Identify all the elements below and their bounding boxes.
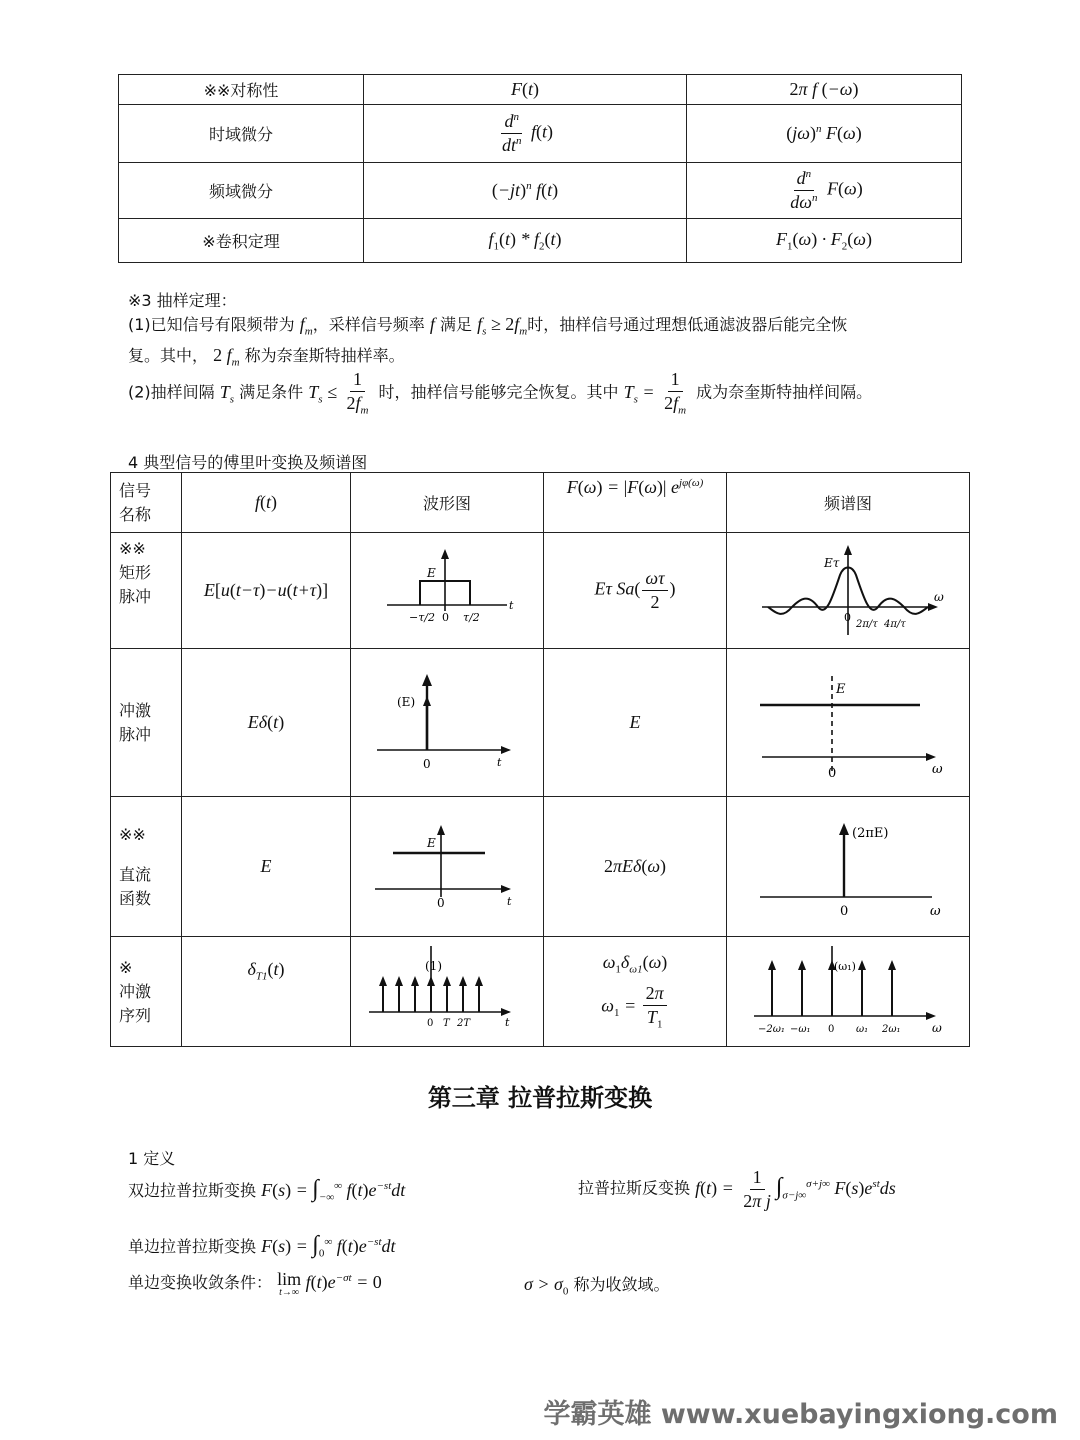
name-line: 序列: [119, 1005, 152, 1025]
axis-arrow: [928, 603, 938, 611]
time-expression: Eδ(t): [182, 649, 351, 797]
axis-label-w: ω: [932, 761, 943, 777]
name-line: 脉冲: [119, 724, 152, 744]
axis-label-w: ω: [932, 1020, 942, 1035]
formula: $F_1(\omega) \cdot F_2(\omega)$: [687, 219, 962, 263]
table-header-row: [111, 473, 970, 533]
header-text: 信号: [119, 480, 152, 500]
text: 称为奈奎斯特抽样率。: [244, 346, 405, 365]
axis-label-w: ω: [930, 903, 941, 919]
name-line: 矩形: [119, 563, 152, 582]
table-row: [111, 649, 970, 797]
time-expression: E: [182, 797, 351, 937]
header-fw: F(ω) = |F(ω)| $e^{j\varphi(\omega)}$: [544, 473, 727, 533]
axis-arrow: [501, 746, 511, 754]
axis-arrow: [926, 753, 936, 761]
table-row: [111, 937, 970, 1047]
formula: $f_1(t) * f_2(t)$: [364, 219, 687, 263]
origin-label: 0: [840, 903, 849, 919]
formula: $F(s) = \int_0^\infty$ $f(t)e^{-st}dt$: [261, 1232, 396, 1260]
name-line: 直流: [119, 864, 152, 884]
axis-arrow: [501, 885, 511, 893]
freq-expression: E: [544, 649, 727, 797]
row-label: 频域微分: [119, 163, 364, 219]
origin-label: 0: [828, 765, 837, 781]
sampling-paragraph-2: [128, 370, 872, 417]
tick-label: −2ω₁: [758, 1023, 785, 1035]
table-row: [119, 163, 962, 219]
signals-table: [110, 472, 970, 1047]
axis-arrow: [437, 825, 445, 835]
impulses: [772, 968, 892, 1016]
text: 称为收敛域。: [573, 1275, 670, 1294]
text: 时，抽样信号通过理想低通滤波器后能完全恢: [527, 315, 848, 334]
impulse-arrows: [379, 976, 483, 986]
spectrum-cell: [727, 937, 970, 1047]
formula: $(j\omega)^n$ F(ω): [687, 105, 962, 163]
header-spectrum: 频谱图: [727, 473, 970, 533]
text: 成为奈奎斯特抽样间隔。: [696, 382, 873, 402]
signals-heading: 4 典型信号的傅里叶变换及频谱图: [128, 453, 368, 472]
tick-label: −ω₁: [790, 1023, 811, 1035]
tick-label: ω₁: [856, 1023, 869, 1035]
amp-label: (E): [397, 694, 416, 709]
signal-name: [111, 649, 182, 797]
table-row: [119, 219, 962, 263]
row-label: ※※对称性: [119, 75, 364, 105]
origin-label: 0: [844, 610, 851, 624]
tick-label: −τ/2: [409, 610, 436, 624]
formula: $\frac{d^n}{dt^n}$ f(t): [364, 105, 687, 163]
tick-label: τ/2: [463, 610, 480, 624]
freq-expression: 2πEδ(ω): [544, 797, 727, 937]
row-label: 时域微分: [119, 105, 364, 163]
site-watermark: 学霸英雄 www.xuebayingxiong.com: [543, 1399, 1058, 1430]
formula: $f_m$: [299, 314, 313, 338]
sampling-paragraph-1b: [128, 343, 405, 369]
text: 满足条件: [239, 382, 304, 402]
header-name: [111, 473, 182, 533]
header-ft: f(t): [182, 473, 351, 533]
axis-label-t: t: [505, 1015, 510, 1029]
amp-label: (ω₁): [834, 959, 856, 973]
origin-label: 0: [437, 895, 445, 910]
mark: ※※: [119, 824, 146, 844]
impulse-arrow: [423, 696, 431, 706]
mark: ※※: [119, 539, 146, 558]
spectrum-cell: [727, 533, 970, 649]
waveform-cell: [351, 797, 544, 937]
tick-label: T: [443, 1017, 450, 1029]
spectrum-cell: [727, 649, 970, 797]
text: 双边拉普拉斯变换: [128, 1181, 257, 1200]
tick-label: 0: [442, 610, 449, 624]
name-line: 冲激: [119, 981, 152, 1001]
formula: F(t): [364, 75, 687, 105]
axis-arrow: [844, 545, 852, 555]
time-expression: $\delta_{T1}(t)$: [182, 937, 351, 1047]
formula: $\sigma > \sigma_0$: [524, 1274, 569, 1298]
sampling-heading: ※3 抽样定理：: [128, 291, 237, 310]
text: (1)已知信号有限频带为: [128, 315, 295, 334]
origin-label: 0: [423, 756, 431, 771]
row-label: ※卷积定理: [119, 219, 364, 263]
signal-name: [111, 797, 182, 937]
freq-expression: [544, 937, 727, 1047]
axis-arrow: [501, 1008, 511, 1016]
spacer: [119, 847, 181, 863]
formula: f: [429, 314, 435, 334]
impulse-train-spectrum: [748, 940, 948, 1044]
tick-label: 2π/τ: [856, 618, 878, 630]
tick-label: 2T: [457, 1017, 471, 1029]
text: 时，抽样信号能够完全恢复。其中: [378, 382, 619, 402]
axis-label-t: t: [509, 598, 514, 612]
inverse-laplace: [578, 1168, 896, 1211]
axis-label-t: t: [497, 755, 502, 769]
tick-label: 0: [828, 1023, 835, 1035]
impulse-train-waveform: [357, 940, 537, 1044]
mark: ※: [119, 957, 133, 977]
text: 满足: [439, 315, 472, 334]
tick-label: 4π/τ: [884, 618, 906, 630]
impulse-arrows: [768, 960, 896, 970]
amp-label: E: [427, 835, 436, 850]
text: 单边变换收敛条件：: [128, 1273, 273, 1292]
header-text: 名称: [119, 504, 152, 524]
table-row: [111, 533, 970, 649]
formula-line: $\omega_1\delta_{\omega 1}(\omega)$: [602, 952, 668, 976]
text: (2)抽样间隔: [128, 382, 215, 402]
definition-heading: 1 定义: [128, 1149, 176, 1168]
text: 单边拉普拉斯变换: [128, 1237, 257, 1256]
sampling-paragraph-1: [128, 312, 847, 338]
header-waveform: 波形图: [351, 473, 544, 533]
formula: f(t) = $\frac{1}{\text{2π j}}$ $\int_{\sigma-j\infty}^{\sigma+j\infty}$ $F(s)e^{st}ds$: [695, 1167, 896, 1211]
dc-waveform: [357, 817, 537, 917]
signal-name: [111, 533, 182, 649]
name-line: 函数: [119, 888, 152, 908]
peak-label: Eτ: [824, 555, 840, 570]
formula: $T_s$: [219, 381, 235, 406]
time-expression: E[u(t−τ)−u(t+τ)]: [182, 533, 351, 649]
property-table: [118, 74, 962, 263]
formula: $f_s \ge 2f_m$: [477, 314, 528, 338]
tick-label: 0: [427, 1017, 434, 1029]
tick-label: 2ω₁: [882, 1023, 901, 1035]
impulses: [383, 982, 479, 1012]
waveform-cell: [351, 937, 544, 1047]
text: 拉普拉斯反变换: [578, 1178, 691, 1198]
formula: lim t→∞ $f(t)e^{-\sigma t} = 0$: [277, 1269, 382, 1298]
table-row: [119, 105, 962, 163]
amp-label: (2πE): [852, 825, 889, 841]
text: 复。其中，: [128, 346, 209, 365]
impulse-arrow: [422, 674, 432, 686]
freq-expression: Eτ Sa( $\frac{\omega\tau}{2}$ ): [544, 533, 727, 649]
rect-pulse-waveform: [357, 541, 537, 641]
axis-arrow: [441, 549, 449, 559]
dc-spectrum: [748, 811, 948, 923]
formula: 2 $f_m$: [213, 345, 240, 369]
table-row: [111, 797, 970, 937]
flat-spectrum: [748, 663, 948, 783]
formula: $(-jt)^n$ f(t): [364, 163, 687, 219]
chapter-title: 第三章 拉普拉斯变换: [427, 1084, 653, 1112]
formula: 2π f (−ω): [687, 75, 962, 105]
impulse-waveform: [357, 668, 537, 778]
amp-label: E: [427, 565, 436, 580]
waveform-cell: [351, 533, 544, 649]
formula: $F(s) = \int_{-\infty}^\infty$ $f(t)e^{-st}dt$: [261, 1176, 406, 1204]
waveform-cell: [351, 649, 544, 797]
axis-label-w: ω: [934, 589, 944, 604]
bilateral-laplace: [128, 1176, 405, 1204]
spectrum-cell: [727, 797, 970, 937]
amp-label: (1): [425, 958, 442, 973]
formula: $T_s$ ≤ $\frac{1}{2f_m}$: [308, 369, 369, 417]
signal-name: [111, 937, 182, 1047]
text: ，采样信号频率: [312, 315, 425, 334]
axis-arrow: [926, 1012, 936, 1020]
formula: $\frac{d^n}{d\omega^n}$ F(ω): [687, 163, 962, 219]
axis-label-t: t: [507, 894, 512, 908]
sa-spectrum: [748, 539, 948, 643]
convergence-condition: [128, 1270, 382, 1298]
name-line: 脉冲: [119, 587, 152, 606]
name-line: 冲激: [119, 700, 152, 720]
formula-line: $\omega_1$ = $\frac{2\pi}{T_1}$: [544, 984, 726, 1031]
formula: $T_s$ = $\frac{1}{2f_m}$: [623, 369, 687, 417]
amp-label: E: [836, 681, 846, 697]
convergence-region: [524, 1272, 670, 1298]
unilateral-laplace: [128, 1232, 396, 1260]
table-row: [119, 75, 962, 105]
impulse-arrow: [839, 823, 849, 835]
